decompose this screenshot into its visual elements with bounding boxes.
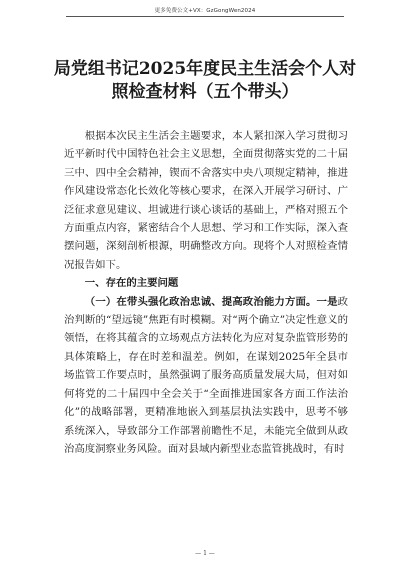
page-number: — 1 —: [195, 550, 215, 557]
subsection-lead: 一是: [316, 295, 338, 308]
subsection-text: 政治判断的“望远镜”焦距有时模糊。对“两个确立”决定性意义的领悟，在将其蕴含的立场观点方法转化为应对复杂监管形势的具体策略上，存在时差和温差。例如，在谋划2025年全县市场监管工作要点时，虽然强调了服务高质量发展大局，但对如何将党的二十届四中全会关于“全面推进国家各方面工作法治化”的战略部署，更精准地嵌入到基层执法实践中，思考不够系统深入，导致部分工作部署前瞻性不足，未能完全做到从政治高度洞察业务风险。面对县域内新型业态监管挑战时，有时: [64, 295, 349, 455]
section-heading: 一、存在的主要问题: [84, 277, 179, 290]
header-rule: [66, 16, 344, 17]
title-line-1: 局党组书记2025年度民主生活会个人对: [53, 59, 357, 79]
document-body: [64, 127, 348, 458]
intro-paragraph: 根据本次民主生活会主题要求，本人紧扣深入学习贯彻习近平新时代中国特色社会主义思想，全面贯彻落实党的二十届三中、四中全会精神，锲而不舍落实中央八项规定精神，推进作风建设常态化长效化等核心要求，在深入开展学习研讨、广泛征求意见建议、坦诚进行谈心谈话的基础上，严格对照五个方面重点内容，紧密结合个人思想、学习和工作实际，深入查摆问题，深刻剖析根源，明确整改方向。现将个人对照检查情况报告如下。: [64, 130, 348, 271]
title-line-2: 照检查材料（五个带头）: [111, 82, 299, 102]
subsection-heading: （一）在带头强化政治忠诚、提高政治能力方面。: [84, 295, 317, 308]
header-note: 更多免费公文+VX：GzGongWen2024: [154, 8, 256, 14]
document-title: [30, 58, 380, 104]
subsection-paragraph: [64, 293, 348, 459]
